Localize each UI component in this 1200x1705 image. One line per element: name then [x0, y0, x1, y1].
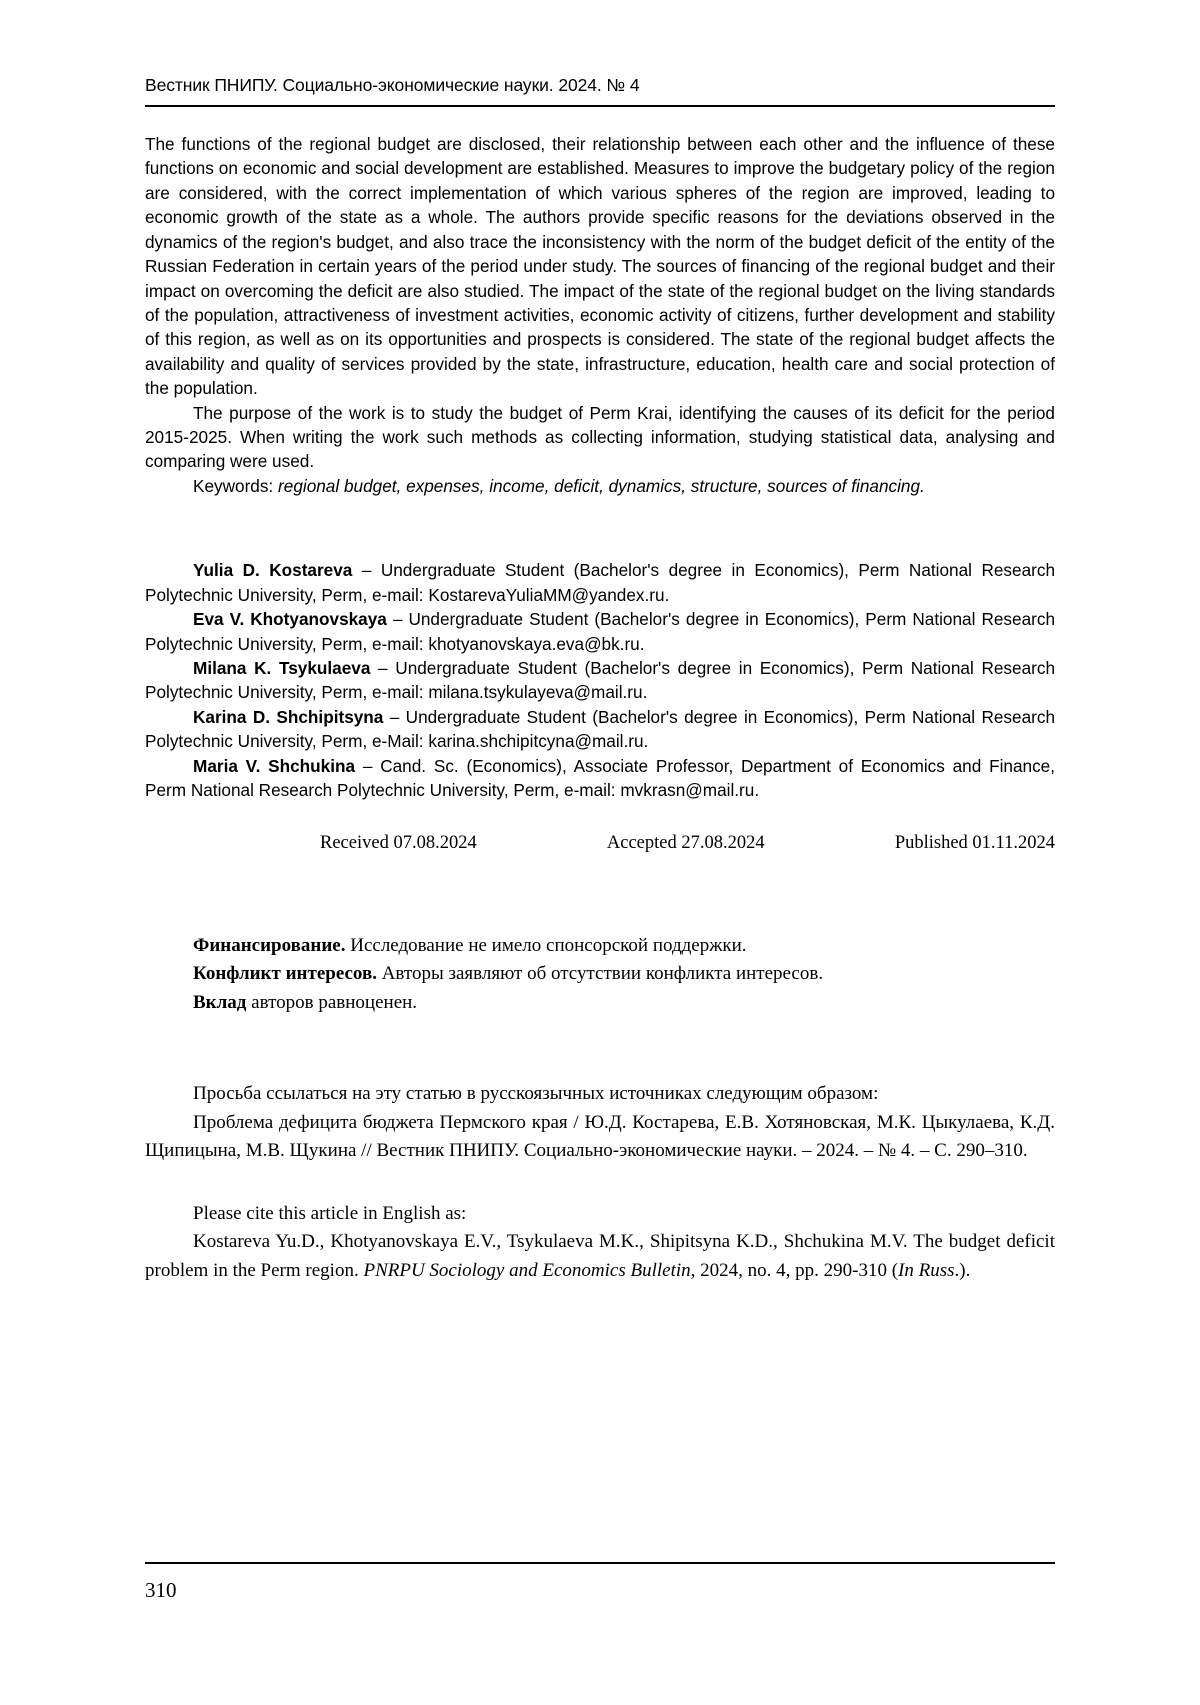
- page-number: 310: [145, 1578, 177, 1602]
- contribution-text: авторов равноценен.: [246, 992, 418, 1014]
- abstract-paragraph-2: The purpose of the work is to study the budget of Perm Krai, identifying the causes of its deficit for the period 2015-2025. When writing the work such methods as collecting information, studying statistical data, analysing and comparing were used.: [145, 402, 1055, 472]
- abstract-section: [145, 132, 1055, 498]
- citation-english: [145, 1200, 1055, 1286]
- footer-divider: [145, 1562, 1055, 1564]
- author-entry: [145, 607, 1055, 656]
- author-name: Milana K. Tsykulaeva: [193, 658, 371, 679]
- citation-ru-intro: Просьба ссылаться на эту статью в русскоязычных источниках следующим образом:: [193, 1083, 879, 1105]
- citation-ru-text: Проблема дефицита бюджета Пермского края / Ю.Д. Костарева, Е.В. Хотяновская, М.К. Цыкулаева, К.Д. Щипицына, М.В. Щукина // Вестник ПНИПУ. Социально-экономические науки. – 2024. – № 4. – С. 290–310.: [145, 1111, 1055, 1162]
- citation-en-intro: Please cite this article in English as:: [193, 1202, 467, 1224]
- funding-text: Исследование не имело спонсорской поддержки.: [345, 934, 747, 956]
- publication-dates: [145, 833, 1055, 854]
- author-details: – Undergraduate Student (Bachelor's degree in Economics), Perm National Research Polytechnic University, Perm, e-Mail: karina.shchipitcyna@mail.ru.: [145, 706, 1056, 752]
- conflict-note: [145, 960, 1055, 989]
- author-entry: [145, 656, 1055, 705]
- conflict-label: Конфликт интересов.: [193, 963, 377, 985]
- keywords-label: Keywords:: [193, 475, 274, 496]
- funding-label: Финансирование.: [193, 934, 346, 956]
- author-name: Yulia D. Kostareva: [193, 560, 353, 581]
- citation-en-inruss: In Russ: [898, 1259, 955, 1281]
- author-entry: [145, 705, 1055, 754]
- authors-section: [145, 558, 1055, 802]
- keywords-line: [145, 474, 1055, 498]
- author-details: – Cand. Sc. (Economics), Associate Professor, Department of Economics and Finance, Perm National Research Polytechnic University, Perm, e-mail: mvkrasn@mail.ru.: [145, 755, 1056, 801]
- citation-en-line-1: Kostareva Yu.D., Khotyanovskaya E.V., Tsykulaeva M.K., Shipitsyna K.D., Shchukina M.V. The budget deficit problem in the Perm region.: [145, 1231, 1055, 1281]
- author-name: Karina D. Shchipitsyna: [193, 706, 384, 727]
- running-head: Вестник ПНИПУ. Социально-экономические науки. 2024. № 4: [145, 75, 640, 95]
- author-details: – Undergraduate Student (Bachelor's degree in Economics), Perm National Research Polytechnic University, Perm, e-mail: KostarevaYuliaMM@yandex.ru.: [145, 560, 1056, 605]
- notes-section: [145, 932, 1055, 1019]
- author-details: – Undergraduate Student (Bachelor's degree in Economics), Perm National Research Polytechnic University, Perm, e-mail: khotyanovskaya.eva@bk.ru.: [145, 609, 1055, 654]
- author-entry: [145, 558, 1055, 607]
- citation-russian: [145, 1080, 1055, 1166]
- author-entry: [145, 754, 1055, 803]
- citation-en-line-2: , 2024, no. 4, pp. 290-310 (: [690, 1259, 899, 1281]
- citation-en-line-3: .).: [954, 1259, 971, 1281]
- keywords-value: regional budget, expenses, income, deficit, dynamics, structure, sources of financing.: [278, 475, 925, 496]
- page-content: [145, 0, 1055, 1285]
- header-divider: [145, 105, 1055, 107]
- contribution-label: Вклад: [193, 992, 247, 1014]
- abstract-paragraph-1: The functions of the regional budget are disclosed, their relationship between each other and the influence of these functions on economic and social development are established. Measures to improve the budgetary policy of the region are considered, with the correct implementation of which various spheres of the region are improved, leading to economic growth of the state as a whole. The authors provide specific reasons for the deviations observed in the dynamics of the region's budget, and also trace the inconsistency with the norm of the budget deficit of the entity of the Russian Federation in certain years of the period under study. The sources of financing of the regional budget and their impact on overcoming the deficit are also studied. The impact of the state of the regional budget on the living standards of the population, attractiveness of investment activities, economic activity of citizens, further development and stability of this region, as well as on its opportunities and prospects is considered. The state of the regional budget affects the availability and quality of services provided by the state, infrastructure, education, health care and social protection of the population.: [145, 134, 1055, 399]
- author-name: Eva V. Khotyanovskaya: [193, 609, 387, 630]
- funding-note: [145, 932, 1055, 961]
- contribution-note: [145, 989, 1055, 1018]
- conflict-text: Авторы заявляют об отсутствии конфликта интересов.: [376, 963, 824, 985]
- date-published: Published 01.11.2024: [894, 832, 1055, 853]
- date-received: Received 07.08.2024: [320, 832, 477, 853]
- date-accepted: Accepted 27.08.2024: [606, 832, 765, 853]
- author-details: – Undergraduate Student (Bachelor's degree in Economics), Perm National Research Polytechnic University, Perm, e-mail: milana.tsykulayeva@mail.ru.: [145, 658, 1056, 703]
- citation-en-journal: PNRPU Sociology and Economics Bulletin: [363, 1259, 691, 1281]
- citation-en-text: [145, 1228, 1055, 1285]
- author-name: Maria V. Shchukina: [193, 755, 356, 776]
